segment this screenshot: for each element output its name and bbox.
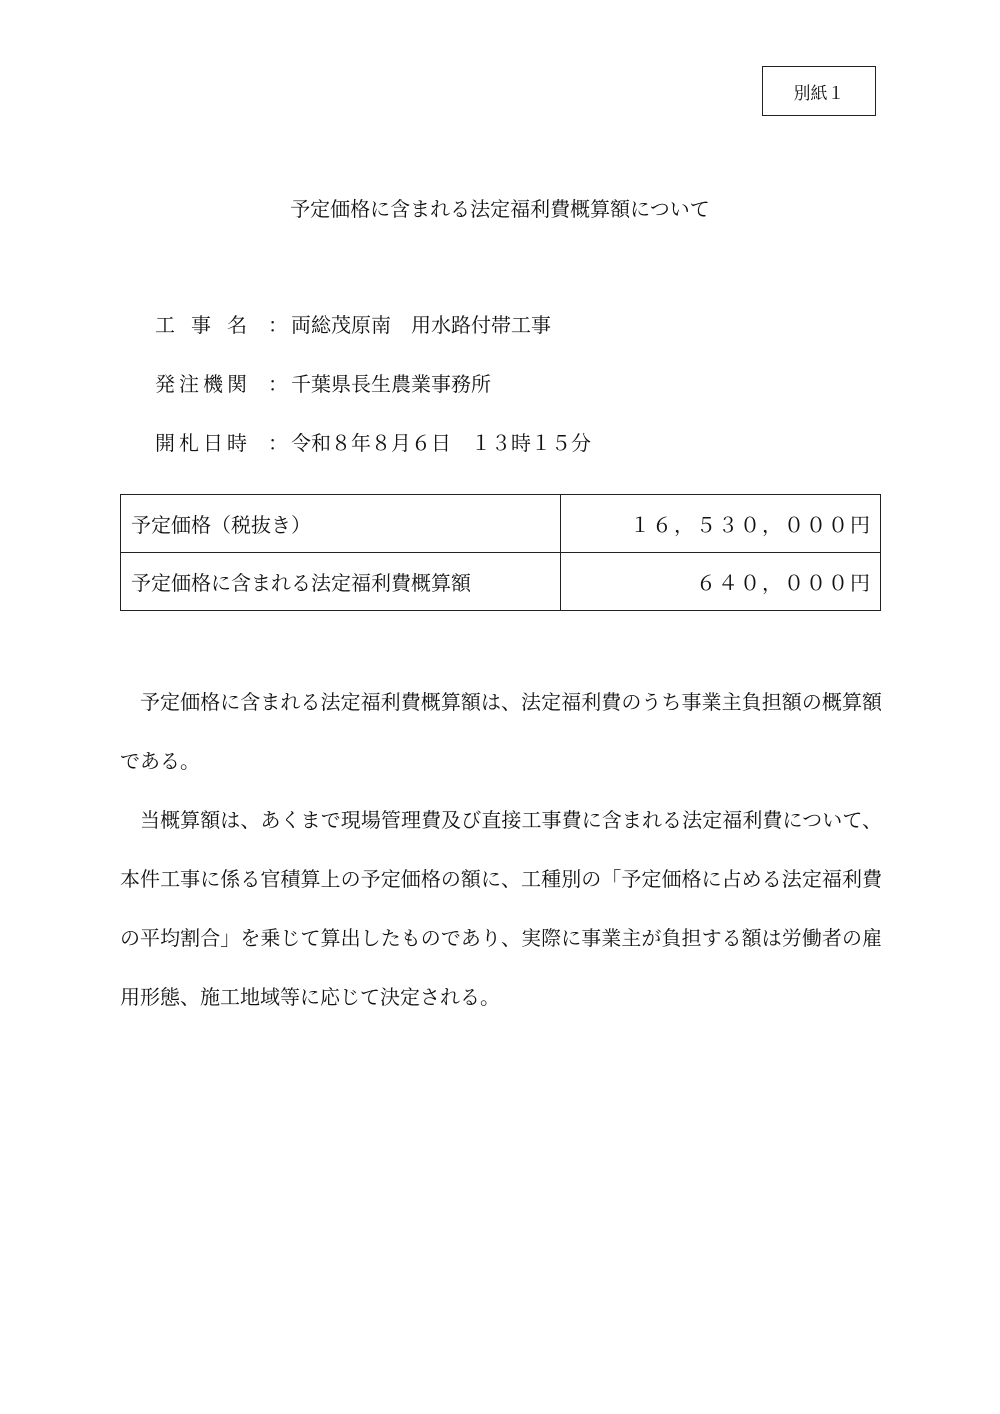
info-row-project [155, 310, 551, 340]
bid-opening-label: 開札日時 [155, 431, 247, 455]
amount-item: 予定価格に含まれる法定福利費概算額 [121, 553, 561, 611]
amounts-table [120, 494, 881, 611]
project-name-colon: ： [268, 313, 288, 337]
orderer-colon: ： [268, 372, 288, 396]
project-name-value: 両総茂原南 用水路付帯工事 [291, 313, 551, 337]
bid-opening-colon: ： [268, 431, 288, 455]
document-title: 予定価格に含まれる法定福利費概算額について [290, 197, 710, 221]
explanation-paragraph-2: 当概算額は、あくまで現場管理費及び直接工事費に含まれる法定福利費について、本件工事に係る官積算上の予定価格の額に、工種別の「予定価格に占める法定福利費の平均割合」を乗じて算出したものであり、実際に事業主が負担する額は労働者の雇用形態、施工地域等に応じて決定される。 [120, 808, 882, 1009]
project-name-label: 工 事 名 [155, 313, 247, 337]
bid-opening-value: 令和８年８月６日 １３時１５分 [291, 431, 591, 455]
info-row-bid-opening [155, 428, 591, 458]
info-row-orderer [155, 369, 491, 399]
annex-label: 別紙１ [762, 66, 876, 116]
amount-item: 予定価格（税抜き） [121, 495, 561, 553]
orderer-value: 千葉県長生農業事務所 [291, 372, 491, 396]
table-row [121, 553, 881, 611]
explanation-paragraph-1: 予定価格に含まれる法定福利費概算額は、法定福利費のうち事業主負担額の概算額である。 [120, 690, 882, 773]
amount-value: ６４０，０００円 [561, 553, 881, 611]
table-row [121, 495, 881, 553]
amount-value: １６，５３０，０００円 [561, 495, 881, 553]
orderer-label: 発注機関 [155, 372, 247, 396]
